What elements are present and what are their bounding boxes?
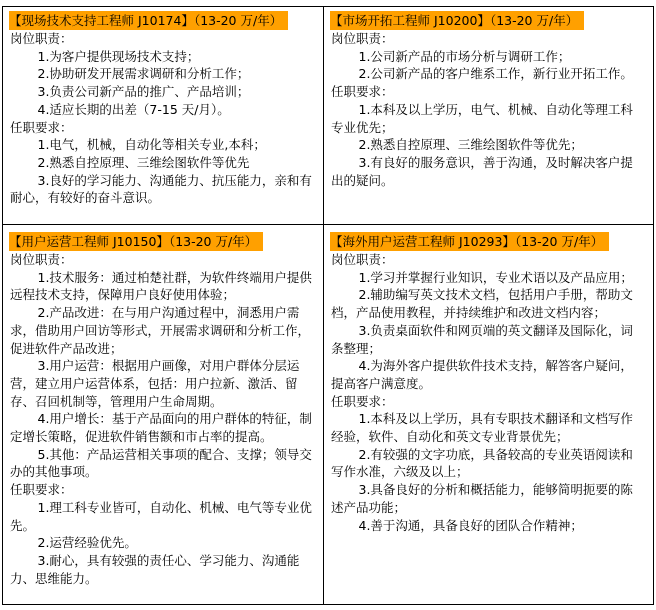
requirement-item: 3.具备良好的分析和概括能力，能够简明扼要的陈述产品功能； bbox=[331, 482, 633, 515]
duty-item: 2.协助研发开展需求调研和分析工作； bbox=[37, 66, 250, 82]
requirement-item: 3.耐心，具有较强的责任心、学习能力、沟通能力、思维能力。 bbox=[10, 552, 300, 586]
duty-item: 3.负责公司新产品的推广、产品培训； bbox=[37, 84, 250, 100]
duty-item: 4.适应长期的出差（7-15 天/月）。 bbox=[37, 101, 230, 117]
job-cell-field-support bbox=[3, 11, 323, 207]
duty-item: 4.为海外客户提供软件技术支持，解答客户疑问，提高客户满意度。 bbox=[331, 358, 633, 391]
table-border-right bbox=[653, 6, 654, 605]
job-cell-user-operations bbox=[3, 232, 323, 587]
requirements-heading: 任职要求： bbox=[331, 84, 394, 100]
duty-item: 3.负责桌面软件和网页端的英文翻译及国际化，词条整理； bbox=[331, 322, 633, 356]
job-salary: （13-20 万/年） bbox=[489, 13, 579, 28]
duties-heading: 岗位职责： bbox=[10, 252, 73, 267]
job-cell-market-development bbox=[324, 11, 653, 189]
duties-heading: 岗位职责： bbox=[331, 31, 394, 46]
duties-heading: 岗位职责： bbox=[10, 31, 73, 46]
duty-item: 2.辅助编写英文技术文档，包括用户手册，帮助文档，产品使用教程，并持续维护和改进文档内容； bbox=[331, 287, 633, 321]
requirement-item: 1.电气，机械，自动化等相关专业,本科； bbox=[37, 137, 266, 153]
job-cell-overseas-user-operations bbox=[324, 232, 653, 534]
job-salary: （13-20 万/年） bbox=[193, 13, 283, 28]
requirement-item: 2.运营经验优先。 bbox=[37, 535, 137, 551]
job-title-bar bbox=[9, 232, 263, 251]
requirement-item: 2.有较强的文字功底，具备较高的专业英语阅读和写作水准，六级及以上； bbox=[331, 446, 633, 480]
requirements-heading: 任职要求： bbox=[10, 482, 73, 498]
duty-item: 5.其他：产品运营相关事项的配合、支撑；领导交办的其他事项。 bbox=[10, 446, 312, 480]
requirement-item: 1.本科及以上学历，具有专职技术翻译和文档写作经验，软件、自动化和英文专业背景优先； bbox=[331, 411, 633, 445]
requirement-item: 1.理工科专业皆可，自动化、机械、电气等专业优先。 bbox=[10, 499, 312, 533]
duty-item: 1.公司新产品的市场分析与调研工作； bbox=[358, 48, 571, 64]
requirement-item: 2.熟悉自控原理、三维绘图软件等优先 bbox=[37, 154, 250, 170]
requirement-item: 4.善于沟通，具备良好的团队合作精神； bbox=[358, 517, 583, 533]
job-title-bar bbox=[330, 232, 609, 251]
table-border-bottom bbox=[2, 604, 654, 605]
job-salary: （13-20 万/年） bbox=[168, 234, 258, 249]
duty-item: 1.学习并掌握行业知识，专业术语以及产品应用； bbox=[358, 269, 633, 285]
job-title: 【用户运营工程师 J10150】 bbox=[9, 234, 169, 249]
job-title: 【市场开拓工程师 J10200】 bbox=[330, 13, 490, 28]
duty-item: 1.技术服务：通过柏楚社群，为软件终端用户提供远程技术支持，保障用户良好使用体验； bbox=[10, 269, 312, 303]
duty-item: 2.产品改进：在与用户沟通过程中，洞悉用户需求，借助用户回访等形式，开展需求调研和分析工作，促进软件产品改进； bbox=[10, 305, 311, 356]
requirement-item: 1.本科及以上学历，电气、机械、自动化等理工科专业优先； bbox=[331, 101, 633, 135]
job-title-bar bbox=[330, 11, 584, 30]
job-title: 【现场技术支持工程师 J10174】 bbox=[9, 13, 194, 28]
requirements-heading: 任职要求： bbox=[331, 393, 394, 409]
table-border-top bbox=[2, 6, 654, 7]
job-title-bar bbox=[9, 11, 288, 30]
job-title: 【海外用户运营工程师 J10293】 bbox=[330, 234, 515, 249]
table-row-divider bbox=[2, 224, 654, 225]
job-salary: （13-20 万/年） bbox=[514, 234, 604, 249]
duty-item: 1.为客户提供现场技术支持； bbox=[37, 48, 200, 64]
requirement-item: 3.良好的学习能力、沟通能力、抗压能力，亲和有耐心，有较好的奋斗意识。 bbox=[10, 172, 312, 206]
requirement-item: 2.熟悉自控原理、三维绘图软件等优先； bbox=[358, 137, 583, 153]
duty-item: 4.用户增长：基于产品面向的用户群体的特征，制定增长策略，促进软件销售额和市占率的提高。 bbox=[10, 411, 312, 445]
requirement-item: 3.有良好的服务意识，善于沟通，及时解决客户提出的疑问。 bbox=[331, 154, 633, 188]
duty-item: 3.用户运营：根据用户画像，对用户群体分层运营，建立用户运营体系，包括：用户拉新、激活、留存、召回机制等，管理用户生命周期。 bbox=[10, 358, 300, 409]
duties-heading: 岗位职责： bbox=[331, 252, 394, 267]
requirements-heading: 任职要求： bbox=[10, 119, 73, 135]
duty-item: 2.公司新产品的客户维系工作，新行业开拓工作。 bbox=[358, 66, 633, 82]
